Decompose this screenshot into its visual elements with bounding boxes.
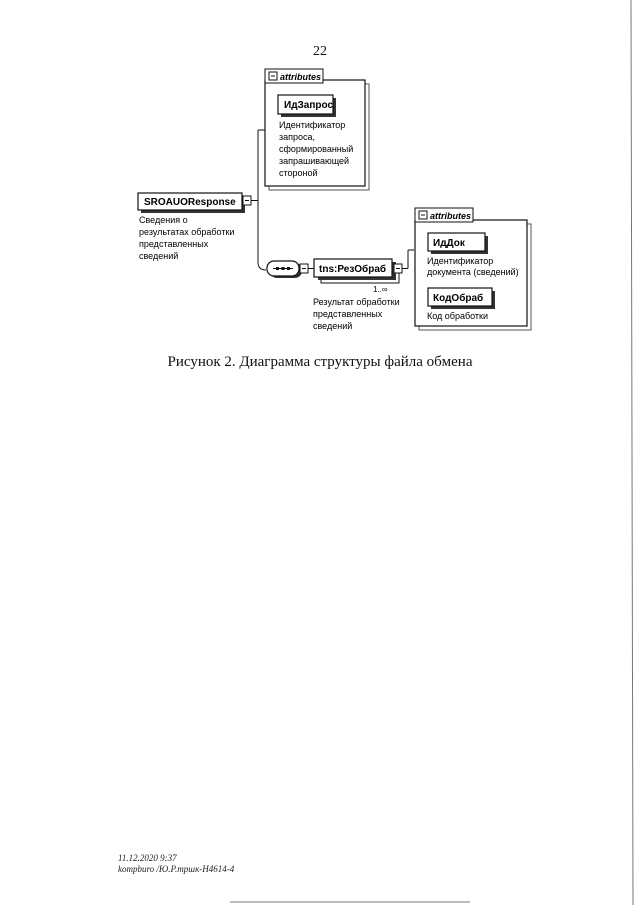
root-element (138, 193, 251, 261)
root-attributes-header: attributes (280, 72, 322, 82)
child-element-name[interactable]: tns:РезОбраб (319, 264, 387, 275)
root-desc-line: результатах обработки (139, 227, 235, 237)
child-desc-line: представленных (313, 309, 383, 319)
child-connectors (402, 250, 414, 269)
root-desc-line: сведений (139, 251, 179, 261)
child-cardinality: 1..∞ (373, 285, 388, 294)
child-attributes-header: attributes (430, 211, 472, 221)
attr-idzapros-desc-line: Идентификатор (279, 120, 346, 130)
attr-idzapros-desc-line: стороной (279, 168, 318, 178)
attr-idzapros-desc-line: сформированный (279, 144, 354, 154)
scan-footer (118, 853, 234, 875)
child-element (313, 259, 402, 331)
sequence-compositor-icon[interactable] (267, 261, 308, 278)
child-desc-line: сведений (313, 321, 353, 331)
attr-iddok-desc-line: документа (сведений) (427, 267, 519, 277)
child-collapse-icon[interactable] (394, 264, 402, 273)
attr-iddok-desc-line: Идентификатор (427, 256, 494, 266)
root-desc-line: представленных (139, 239, 209, 249)
attr-iddok-name[interactable]: ИдДок (433, 238, 465, 249)
figure-caption: Рисунок 2. Диаграмма структуры файла обмена (167, 354, 473, 370)
collapse-minus-icon[interactable] (269, 72, 277, 80)
root-desc-line: Сведения о (139, 215, 188, 225)
root-element-name[interactable]: SROAUOResponse (144, 197, 236, 208)
root-attributes-group (265, 69, 369, 190)
schema-diagram (0, 0, 640, 340)
attr-kodobrab-desc-line: Код обработки (427, 311, 489, 321)
root-description (139, 215, 237, 261)
attr-idzapros-desc-line: запроса, (279, 132, 316, 142)
footer-timestamp: 11.12.2020 9:37 (118, 853, 177, 863)
attr-kodobrab-name[interactable]: КодОбраб (433, 293, 484, 304)
root-collapse-icon[interactable] (243, 196, 251, 205)
collapse-minus-icon[interactable] (419, 211, 427, 219)
footer-document-id: kompburo /Ю.Р.тршк-Н4614-4 (118, 864, 235, 874)
attr-idzapros-name[interactable]: ИдЗапрос (284, 100, 334, 111)
child-description (313, 297, 402, 331)
attr-idzapros-desc-line: запрашивающей (279, 156, 350, 166)
attr-kodobrab-description (427, 311, 488, 321)
child-attributes-group (415, 208, 531, 330)
child-desc-line: Результат обработки (313, 297, 400, 307)
connectors (251, 130, 266, 270)
page-number: 22 (313, 44, 327, 59)
